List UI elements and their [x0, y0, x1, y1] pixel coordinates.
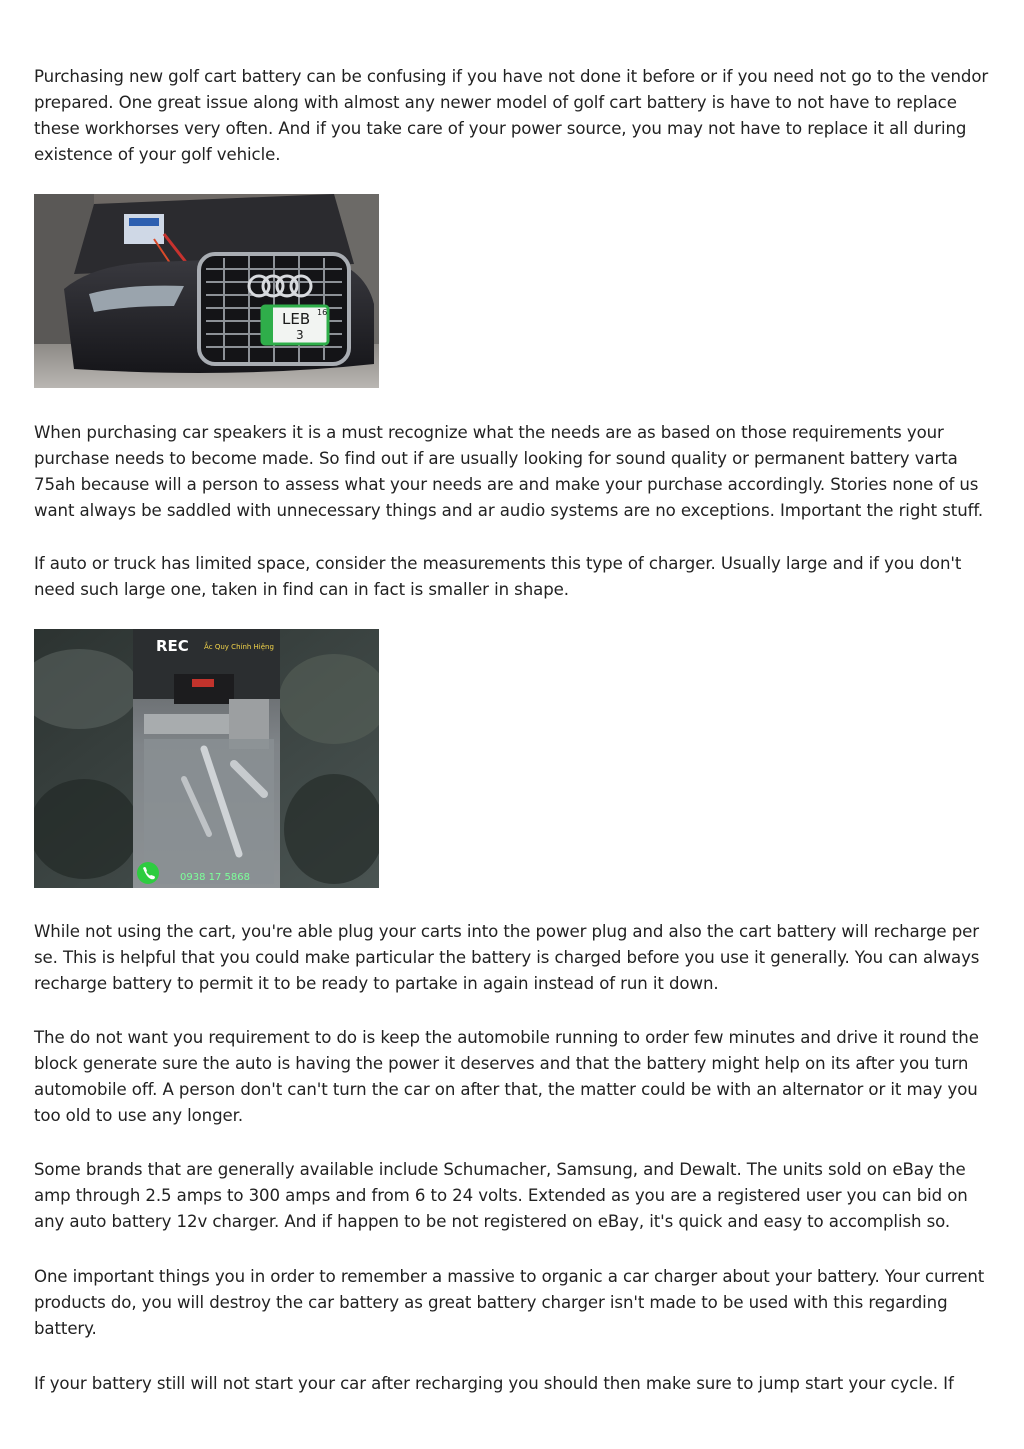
engine-bay-photo	[34, 629, 379, 888]
plate-line-2: 3	[296, 328, 304, 342]
paragraph-4: While not using the cart, you're able plug your carts into the power plug and also the cart battery will recharge per se. This is helpful that you could make particular the battery is charged before you use it generally. You can always recharge battery to permit it to be ready to partake in again instead of run it down.	[34, 922, 980, 993]
rec-label: REC	[156, 637, 189, 655]
paragraph-1: Purchasing new golf cart battery can be confusing if you have not done it before or if you need not go to the vendor prepared. One great issue along with almost any newer model of golf cart battery is have to not have to replace these workhorses very often. And if you take care of your power source, you may not have to replace it all during existence of your golf vehicle.	[34, 67, 989, 164]
paragraph-5: The do not want you requirement to do is keep the automobile running to order few minutes and drive it round the block generate sure the auto is having the power it deserves and that the battery might help on its after you turn automobile off. A person don't can't turn the car on after that, the matter could be with an alternator or it may you too old to use any longer.	[34, 1028, 979, 1125]
paragraph-6: Some brands that are generally available include Schumacher, Samsung, and Dewalt. The units sold on eBay the amp through 2.5 amps to 300 amps and from 6 to 24 volts. Extended as you are a registered user you can bid on any auto battery 12v charger. And if happen to be not registered on eBay, it's quick and easy to accomplish so.	[34, 1160, 968, 1231]
plate-superscript: 16	[317, 308, 328, 317]
paragraph-3: If auto or truck has limited space, consider the measurements this type of charger. Usually large and if you don't need such large one, taken in find can in fact is smaller in shape.	[34, 554, 962, 599]
engine-bay-illustration	[34, 629, 379, 888]
car-front-photo	[34, 194, 379, 388]
paragraph-2: When purchasing car speakers it is a must recognize what the needs are as based on those requirements your purchase needs to become made. So find out if are usually looking for sound quality or permanent battery varta 75ah because will a person to assess what your needs are and make your purchase accordingly. Stories none of us want always be saddled with unnecessary things and ar audio systems are no exceptions. Important the right stuff.	[34, 423, 984, 520]
car-front-illustration	[34, 194, 379, 388]
phone-icon	[137, 862, 159, 884]
paragraph-7: One important things you in order to remember a massive to organic a car charger about your battery. Your current products do, you will destroy the car battery as great battery charger isn't made to be used with this regarding battery.	[34, 1267, 985, 1338]
plate-line-1: LEB	[282, 310, 311, 328]
paragraph-8: If your battery still will not start your car after recharging you should then make sure to jump start your cycle. If	[34, 1374, 954, 1393]
shop-name-overlay: Ắc Quy Chính Hiệng	[204, 643, 274, 651]
phone-number-overlay: 0938 17 5868	[180, 872, 250, 883]
